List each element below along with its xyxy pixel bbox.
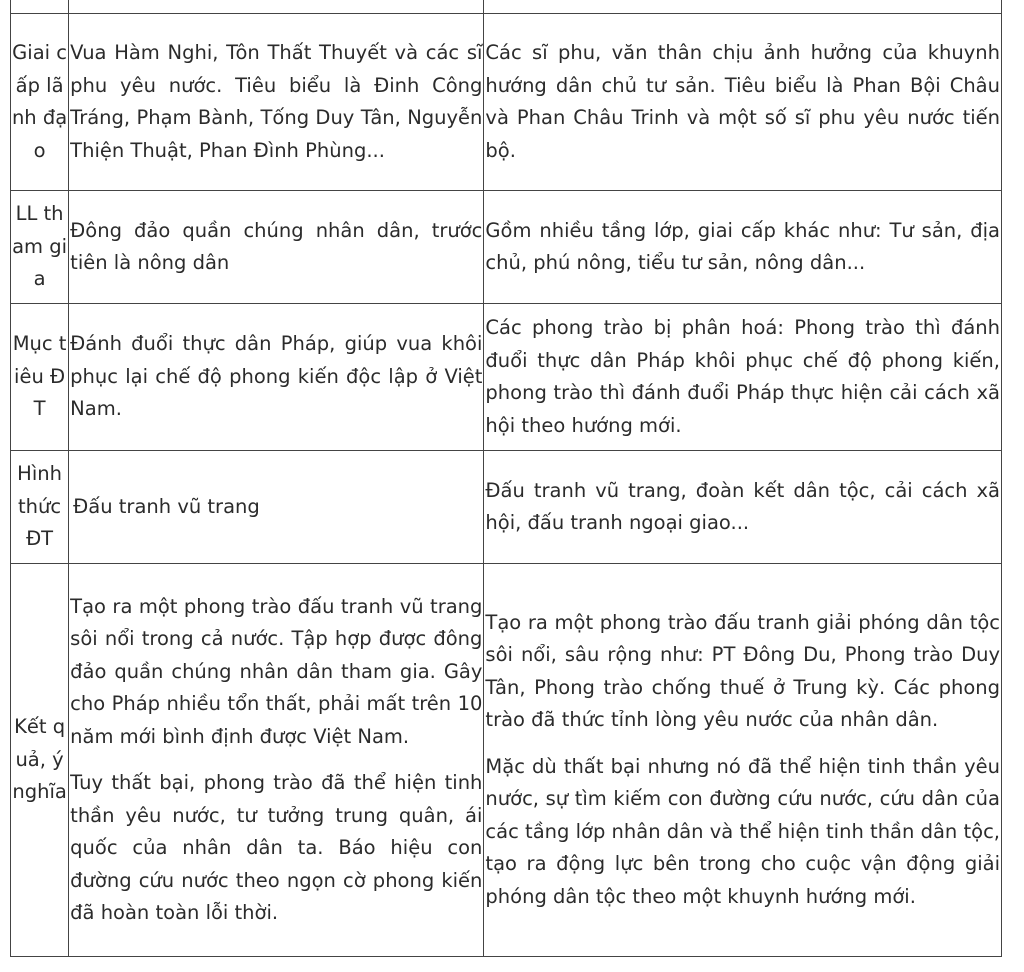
cell-column-b <box>484 451 1002 564</box>
table-cell <box>484 0 1002 14</box>
cell-column-b <box>484 564 1002 957</box>
cell-column-a <box>69 451 484 564</box>
table-row <box>11 451 1002 564</box>
table-row <box>11 191 1002 304</box>
cell-paragraph: Đấu tranh vũ trang <box>73 494 260 518</box>
cell-paragraph: Vua Hàm Nghi, Tôn Thất Thuyết và các sĩ phu yêu nước. Tiêu biểu là Đinh Công Tráng, Phạm Bành, Tống Duy Tân, Nguyễn Thiện Thuật, Phan Đình Phùng... <box>70 41 483 162</box>
cell-paragraph: Đấu tranh vũ trang, đoàn kết dân tộc, cải cách xã hội, đấu tranh ngoại giao... <box>485 478 1000 534</box>
cell-paragraph: Đánh đuổi thực dân Pháp, giúp vua khôi phục lại chế độ phong kiến độc lập ở Việt Nam. <box>70 332 483 421</box>
document-page <box>10 0 1002 957</box>
table-row-top-cut <box>11 0 1002 14</box>
table-cell <box>69 0 484 14</box>
cell-column-a <box>69 14 484 191</box>
cell-paragraph: Tạo ra một phong trào đấu tranh giải phóng dân tộc sôi nổi, sâu rộng như: PT Đông Du, Phong trào Duy Tân, Phong trào chống thuế ở Trung kỳ. Các phong trào đã thức tỉnh lòng yêu nước của nhân dân. <box>485 610 1000 732</box>
cell-paragraph: Đông đảo quần chúng nhân dân, trước tiên là nông dân <box>70 218 483 274</box>
table-cell <box>11 0 69 14</box>
row-label-participants: LL tham gia <box>11 191 69 304</box>
cell-paragraph: Các phong trào bị phân hoá: Phong trào thì đánh đuổi thực dân Pháp khôi phục chế độ phong kiến, phong trào thì đánh đuổi Pháp thực hiện cải cách xã hội theo hướng mới. <box>485 316 1000 437</box>
cell-column-b <box>484 304 1002 451</box>
table-row <box>11 304 1002 451</box>
table-row <box>11 564 1002 957</box>
cell-column-a <box>69 191 484 304</box>
cell-column-b <box>484 14 1002 191</box>
row-label-leadership: Giai cấp lãnh đạo <box>11 14 69 191</box>
cell-column-a <box>69 564 484 957</box>
cell-paragraph: Mặc dù thất bại nhưng nó đã thể hiện tinh thần yêu nước, sự tìm kiếm con đường cứu nước, cứu dân của các tầng lớp nhân dân và thể hiện tinh thần dân tộc, tạo ra động lực bên trong cho cuộc vận động giải phóng dân tộc theo một khuynh hướng mới. <box>485 754 1000 908</box>
cell-paragraph: Các sĩ phu, văn thân chịu ảnh hưởng của khuynh hướng dân chủ tư sản. Tiêu biểu là Phan Bội Châu và Phan Châu Trinh và một số sĩ phu yêu nước tiến bộ. <box>485 41 1000 162</box>
cell-column-b <box>484 191 1002 304</box>
table-row <box>11 14 1002 191</box>
row-label-goal: Mục tiêu ĐT <box>11 304 69 451</box>
cell-paragraph: Gồm nhiều tầng lớp, giai cấp khác như: Tư sản, địa chủ, phú nông, tiểu tư sản, nông dân... <box>485 218 1000 274</box>
row-label-result: Kết quả, ý nghĩa <box>11 564 69 957</box>
cell-column-a <box>69 304 484 451</box>
cell-paragraph: Tuy thất bại, phong trào đã thể hiện tinh thần yêu nước, tư tưởng trung quân, ái quốc của nhân dân ta. Báo hiệu con đường cứu nước theo ngọn cờ phong kiến đã hoàn toàn lỗi thời. <box>70 771 483 924</box>
cell-paragraph: Tạo ra một phong trào đấu tranh vũ trang sôi nổi trong cả nước. Tập hợp được đông đảo quần chúng nhân dân tham gia. Gây cho Pháp nhiều tổn thất, phải mất trên 10 năm mới bình định được Việt Nam. <box>70 594 483 748</box>
row-label-form: Hình thức ĐT <box>11 451 69 564</box>
comparison-table <box>10 0 1002 957</box>
